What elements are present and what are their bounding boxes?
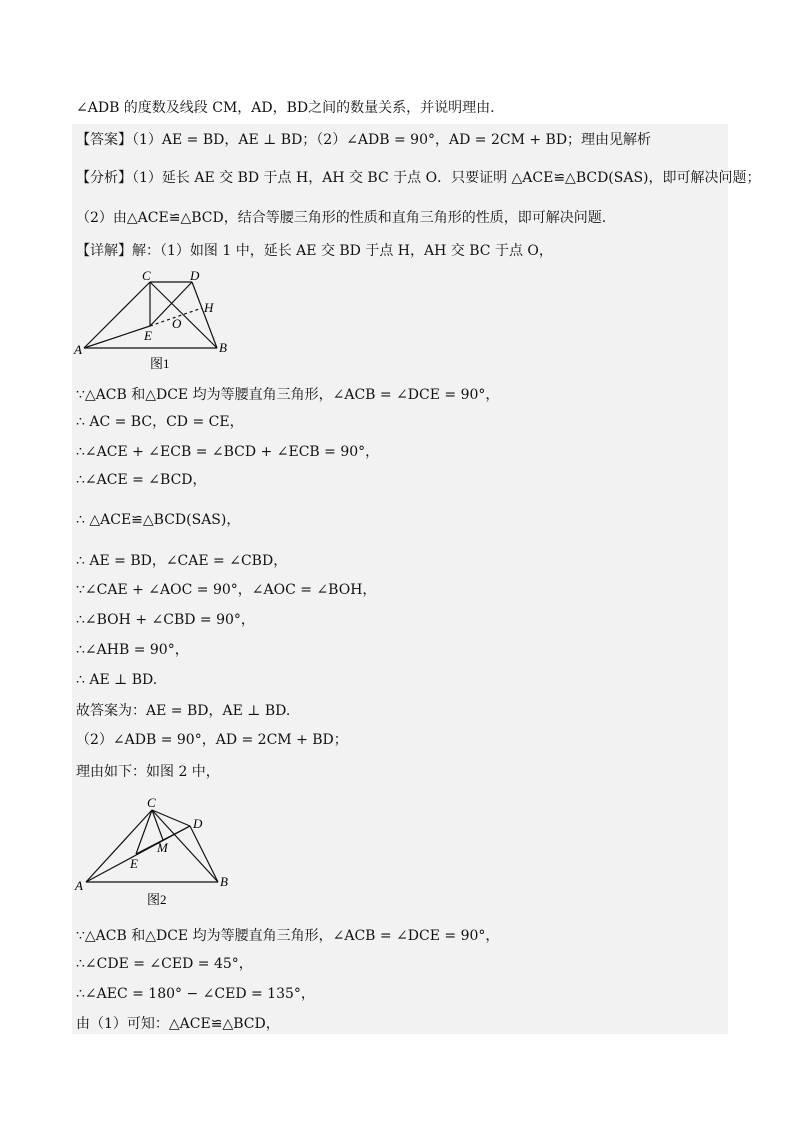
label-d: D — [193, 816, 203, 831]
segment-cd — [152, 810, 190, 826]
segment-db — [192, 282, 217, 348]
segment-ac — [84, 282, 150, 348]
detail-line-12: 故答案为：AE = BD，AE ⊥ BD. — [76, 703, 291, 719]
label-h: H — [204, 300, 214, 315]
detail-line-9: ∴∠BOH + ∠CBD = 90°， — [76, 612, 255, 628]
figure-2 — [72, 794, 232, 910]
figure-1 — [72, 268, 228, 378]
detail-line-15: ∵△ACB 和△DCE 均为等腰直角三角形，∠ACB = ∠DCE = 90°， — [76, 928, 500, 944]
label-a: A — [75, 878, 83, 893]
segment-ad — [86, 826, 190, 882]
label-m: M — [157, 840, 168, 855]
segment-ac — [86, 810, 152, 882]
figure-1-caption: 图1 — [150, 356, 170, 371]
analysis-line-2: （2）由△ACE≌△BCD，结合等腰三角形的性质和直角三角形的性质，即可解决问题. — [76, 210, 607, 226]
detail-line-1: 【详解】解：（1）如图 1 中，延长 AE 交 BD 于点 H，AH 交 BC 于点 O， — [76, 243, 553, 259]
label-c: C — [142, 268, 151, 283]
label-e: E — [130, 856, 138, 871]
analysis-line-1: 【分析】（1）延长 AE 交 BD 于点 H，AH 交 BC 于点 O．只要证明 △ACE≌△BCD(SAS)，即可解决问题； — [76, 170, 761, 186]
detail-line-18: 由（1）可知：△ACE≌△BCD， — [76, 1016, 280, 1032]
figure-2-caption: 图2 — [147, 892, 167, 907]
segment-ae — [84, 326, 150, 348]
detail-line-13: （2）∠ADB = 90°，AD = 2CM + BD； — [76, 732, 348, 748]
detail-line-3: ∴ AC = BC，CD = CE， — [76, 414, 244, 430]
detail-line-8: ∵∠CAE + ∠AOC = 90°，∠AOC = ∠BOH， — [76, 582, 377, 598]
detail-line-10: ∴∠AHB = 90°， — [76, 642, 189, 658]
label-b: B — [219, 340, 227, 355]
detail-line-17: ∴∠AEC = 180° − ∠CED = 135°， — [76, 986, 315, 1002]
label-o: O — [172, 316, 182, 331]
label-c: C — [147, 795, 156, 810]
detail-line-16: ∴∠CDE = ∠CED = 45°， — [76, 956, 253, 972]
detail-line-2: ∵△ACB 和△DCE 均为等腰直角三角形，∠ACB = ∠DCE = 90°， — [76, 387, 500, 403]
label-d: D — [190, 268, 200, 283]
detail-line-4: ∴∠ACE + ∠ECB = ∠BCD + ∠ECB = 90°， — [76, 444, 380, 460]
detail-line-5: ∴∠ACE = ∠BCD， — [76, 472, 207, 488]
answer-line: 【答案】（1）AE = BD，AE ⊥ BD；（2）∠ADB = 90°，AD = 2CM + BD；理由见解析 — [76, 132, 652, 148]
detail-line-6: ∴ △ACE≌△BCD(SAS)， — [76, 512, 241, 528]
detail-line-11: ∴ AE ⊥ BD. — [76, 672, 158, 688]
label-e: E — [144, 328, 152, 343]
text-line-1: ∠ADB 的度数及线段 CM，AD，BD之间的数量关系，并说明理由. — [76, 100, 495, 116]
detail-line-7: ∴ AE = BD，∠CAE = ∠CBD， — [76, 553, 288, 569]
segment-db — [190, 826, 218, 882]
detail-line-14: 理由如下：如图 2 中， — [76, 764, 220, 780]
label-a: A — [74, 342, 82, 357]
label-b: B — [220, 874, 228, 889]
